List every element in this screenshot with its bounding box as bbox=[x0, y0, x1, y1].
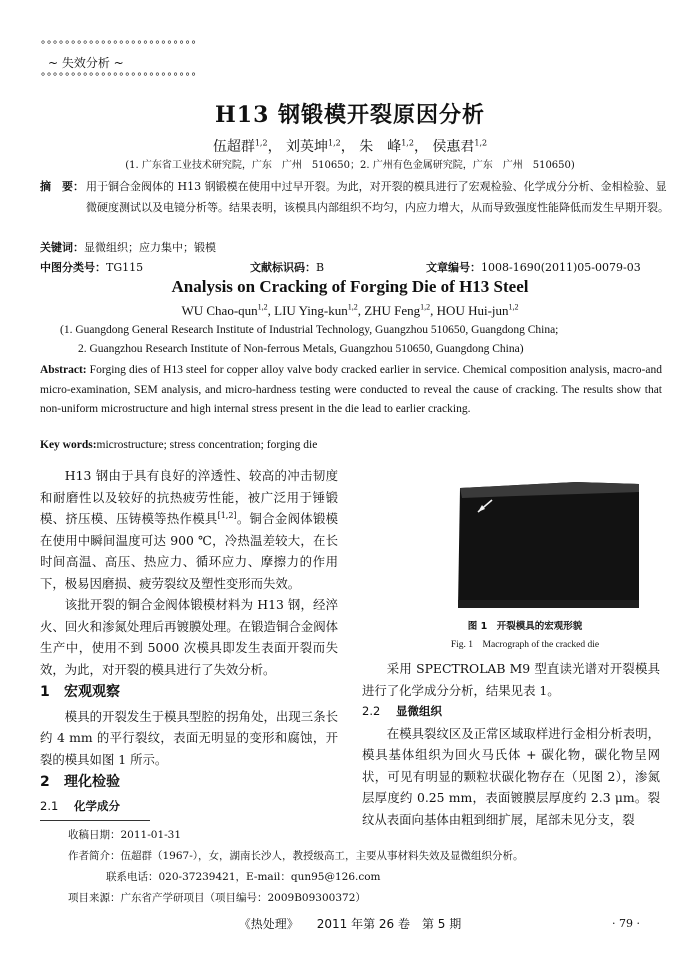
keywords-cn-text: 显微组织；应力集中；锻模 bbox=[84, 241, 216, 254]
author-sep: ， bbox=[340, 139, 355, 155]
footnote-rule bbox=[40, 820, 150, 821]
body-paragraph: 模具的开裂发生于模具型腔的拐角处，出现三条长约 4 mm 的平行裂纹，表面无明显的变形和腐蚀，开裂的模具如图 1 所示。 bbox=[40, 708, 338, 767]
author-cn-sup: 1,2 bbox=[254, 138, 268, 148]
figure-caption-cn: 图 1 开裂模具的宏观形貌 bbox=[467, 621, 583, 632]
author-sep: , bbox=[267, 303, 275, 318]
author-en-sup: 1,2 bbox=[508, 302, 519, 312]
body-left-column bbox=[40, 465, 338, 817]
author-cn: 朱 峰 bbox=[359, 139, 402, 155]
clc-label: 中图分类号： bbox=[40, 261, 106, 274]
body-paragraph bbox=[40, 465, 338, 594]
authors-cn bbox=[0, 136, 700, 156]
article-number bbox=[426, 259, 641, 275]
author-en-sup: 1,2 bbox=[347, 302, 358, 312]
column-label: ~ 失效分析 ~ bbox=[48, 56, 124, 70]
abstract-en-text: Forging dies of H13 steel for copper alloy valve body cracked earlier in service. Chemical composition analysis, macro-and micro-examination, SEM analysis, and micro-hardness testing were conducted to reveal the cause of cracking. The results show that non-uniform microstructure and high internal stress present in the die lead to earlier cracking. bbox=[40, 364, 662, 415]
author-en: HOU Hui-jun bbox=[436, 303, 509, 318]
author-en: WU Chao-qun bbox=[181, 303, 258, 318]
affiliation-cn: (1. 广东省工业技术研究院，广东 广州 510650；2. 广州有色金属研究院，广东 广州 510650) bbox=[125, 160, 575, 171]
section-title: 理化检验 bbox=[64, 774, 120, 790]
subsection-number: 2.1 bbox=[40, 798, 59, 813]
keywords-cn bbox=[40, 239, 216, 255]
author-cn: 刘英坤 bbox=[286, 139, 329, 155]
subsection-title: 化学成分 bbox=[74, 798, 120, 813]
doc-value: B bbox=[316, 261, 325, 274]
abstract-cn bbox=[40, 176, 670, 218]
header-decoration-top: °°°°°°°°°°°°°°°°°°°°°°°°°° bbox=[40, 40, 197, 51]
section-number: 1 bbox=[40, 684, 50, 700]
author-cn-sup: 1,2 bbox=[474, 138, 488, 148]
footnote-author: 作者简介：伍超群（1967-），女，湖南长沙人，教授级高工，主要从事材料失效及显微组织分析。 bbox=[68, 850, 524, 862]
title-cn: H13 钢锻模开裂原因分析 bbox=[214, 102, 486, 128]
citation-ref: [1,2] bbox=[217, 510, 237, 520]
affiliation-en-1: (1. Guangdong General Research Institute of Industrial Technology, Guangzhou 510650, Guangdong China; bbox=[60, 324, 559, 336]
title-en: Analysis on Cracking of Forging Die of H13 Steel bbox=[171, 277, 529, 296]
doc-code bbox=[250, 259, 324, 275]
clc-value: TG115 bbox=[106, 261, 144, 274]
body-paragraph: 该批开裂的铜合金阀体锻模材料为 H13 钢，经淬火、回火和渗氮处理后再镀膜处理。在锻造铜合金阀体生产中，使用不到 5000 次模具即发生表面开裂而失效，为此，对开裂的模具进行了失效分析。 bbox=[40, 597, 338, 677]
author-sep: ， bbox=[413, 139, 428, 155]
body-paragraph: 在模具裂纹区及正常区域取样进行金相分析表明，模具基体组织为回火马氏体 + 碳化物，碳化物呈网状，可见有明显的颗粒状碳化物存在（见图 2），渗氮层厚度约 0.25 mm，表面镀膜层厚度约 2.3 μm。裂纹从表面向基体由粗到细扩展，尾部未见分支，裂 bbox=[362, 725, 660, 827]
author-en-sup: 1,2 bbox=[257, 302, 268, 312]
subsection-heading-2-1 bbox=[40, 796, 338, 818]
authors-en bbox=[0, 303, 700, 319]
author-en: LIU Ying-kun bbox=[274, 303, 348, 318]
keywords-en-text: microstructure; stress concentration; forging die bbox=[96, 439, 318, 451]
author-cn-sup: 1,2 bbox=[401, 138, 414, 148]
subsection-number: 2.2 bbox=[362, 704, 381, 718]
header-decoration-bottom: °°°°°°°°°°°°°°°°°°°°°°°°°° bbox=[40, 72, 197, 83]
footnote-received: 收稿日期：2011-01-31 bbox=[68, 829, 182, 841]
author-en: ZHU Feng bbox=[364, 303, 421, 318]
paragraph-text: H13 钢由于具有良好的淬透性、较高的冲击韧度和耐磨性以及较好的抗热疲劳性能，被广泛用于锤锻模、挤压模、压铸模等热作模具 bbox=[40, 468, 338, 526]
journal-footer: 《热处理》 2011 年第 26 卷 第 5 期 bbox=[238, 917, 462, 931]
figure-1-macrograph bbox=[456, 478, 641, 610]
subsection-heading-2-2 bbox=[362, 701, 660, 723]
author-sep: , bbox=[430, 303, 437, 318]
author-cn: 伍超群 bbox=[212, 139, 255, 155]
section-heading-2 bbox=[40, 772, 338, 794]
keywords-cn-label: 关键词： bbox=[40, 241, 84, 254]
affiliation-en-2: 2. Guangzhou Research Institute of Non-ferrous Metals, Guangzhou 510650, Guangdong China) bbox=[78, 343, 524, 355]
keywords-en bbox=[40, 439, 317, 451]
body-paragraph: 采用 SPECTROLAB M9 型直读光谱对开裂模具进行了化学成分分析，结果见表 1。 bbox=[362, 661, 660, 698]
author-cn: 侯惠君 bbox=[432, 139, 475, 155]
footnote-project: 项目来源：广东省产学研项目（项目编号：2009B09300372） bbox=[68, 892, 366, 904]
author-en-sup: 1,2 bbox=[420, 302, 431, 312]
paragraph-text: 。铜合金阀体锻模在使用中瞬间温度可达 900 ℃，冷热温差较大，在长时间高温、高压、热应力、循环应力、摩擦力的作用下，极易因磨损、疲劳裂纹及塑性变形而失效。 bbox=[40, 511, 339, 591]
page-number: · 79 · bbox=[612, 917, 640, 930]
figure-caption-en: Fig. 1 Macrograph of the cracked die bbox=[450, 640, 600, 650]
abstract-cn-text: 用于铜合金阀体的 H13 钢锻模在使用中过早开裂。为此，对开裂的模具进行了宏观检验、化学成分分析、金相检验、显微硬度测试以及电镜分析等。结果表明，该模具内部组织不均匀，内应力增大，从而导致强度性能降低而发生早期开裂。 bbox=[86, 180, 669, 214]
clc-code bbox=[40, 259, 143, 275]
footnote-contact: 联系电话：020-37239421，E-mail：qun95@126.com bbox=[106, 871, 381, 883]
keywords-en-label: Key words: bbox=[40, 439, 97, 451]
author-sep: ， bbox=[267, 139, 282, 155]
abstract-cn-label: 摘 要： bbox=[40, 180, 84, 193]
body-right-column bbox=[362, 658, 660, 830]
section-heading-1 bbox=[40, 682, 338, 704]
article-value: 1008-1690(2011)05-0079-03 bbox=[481, 261, 641, 274]
abstract-en bbox=[40, 361, 662, 420]
subsection-title: 显微组织 bbox=[396, 704, 442, 718]
author-cn-sup: 1,2 bbox=[328, 138, 341, 148]
section-title: 宏观观察 bbox=[64, 684, 120, 700]
doc-label: 文献标识码： bbox=[250, 261, 316, 274]
author-sep: , bbox=[357, 303, 365, 318]
section-number: 2 bbox=[40, 774, 50, 790]
article-label: 文章编号： bbox=[426, 261, 481, 274]
abstract-en-label: Abstract: bbox=[40, 364, 87, 376]
